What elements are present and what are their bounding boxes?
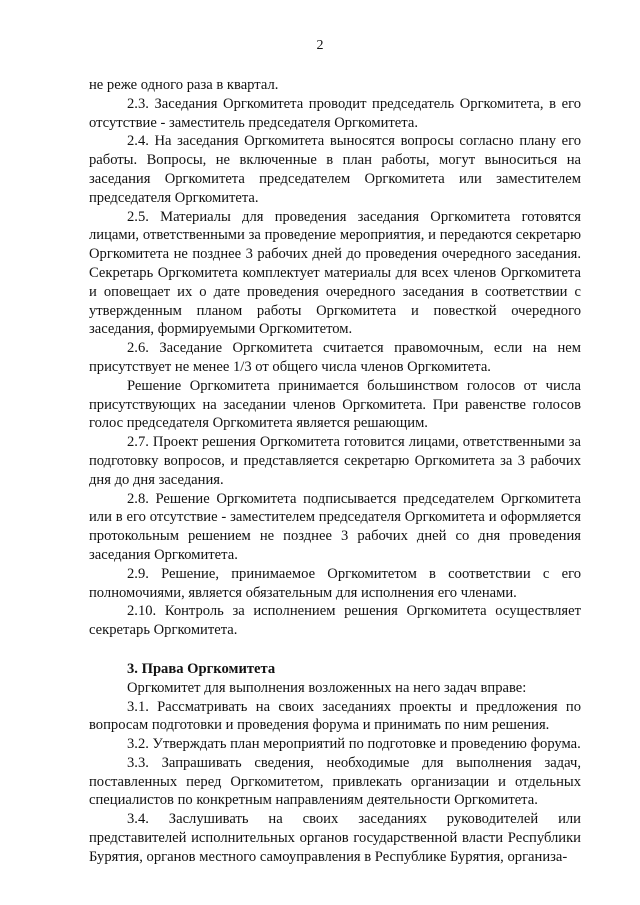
paragraph: 2.7. Проект решения Оргкомитета готовится лицами, ответственными за подготовку вопросов, и представляется секретарю Оргкомитета за 3 рабочих дня до дня заседания. (89, 434, 581, 488)
paragraph: 2.10. Контроль за исполнением решения Оргкомитета осуществляет секретарь Оргкомитета. (89, 603, 581, 639)
paragraph: не реже одного раза в квартал. (89, 77, 279, 93)
paragraph: 2.6. Заседание Оргкомитета считается правомочным, если на нем присутствует не менее 1/3 от общего числа членов Оргкомитета. (89, 340, 581, 375)
paragraph: 2.5. Материалы для проведения заседания Оргкомитета готовятся лицами, ответственными за проведение мероприятия, и передаются секретарю Оргкомитета не позднее 3 рабочих дней до проведения очередного заседания. Секретарь Оргкомитета комплектует материалы для всех членов Оргкомитета и оповещает их о дате проведения очередного заседания в соответствии с утвержденным планом работы Оргкомитета и повесткой очередного заседания, формируемыми Оргкомитетом. (89, 208, 581, 338)
section-heading: 3. Права Оргкомитета (127, 660, 276, 677)
paragraph: 3.1. Рассматривать на своих заседаниях проекты и предложения по вопросам подготовки и проведения форума и принимать по ним решения. (89, 698, 581, 734)
paragraph: 3.2. Утверждать план мероприятий по подготовке и проведению форума. (127, 736, 581, 753)
paragraph: 2.9. Решение, принимаемое Оргкомитетом в соответствии с его полномочиями, является обязательным для исполнения его членами. (89, 565, 581, 601)
paragraph: 2.8. Решение Оргкомитета подписывается председателем Оргкомитета или в его отсутствие - заместителем председателя Оргкомитета и оформляется протокольным решением не позднее 3 рабочих дней со дня проведения заседания Оргкомитета. (89, 490, 581, 563)
paragraph: 3.4. Заслушивать на своих заседаниях руководителей или представителей исполнительных органов государственной власти Республики Бурятия, органов местного самоуправления в Республике Бурятия, организа- (89, 811, 581, 865)
page-number: 2 (316, 38, 324, 53)
paragraph: Оргкомитет для выполнения возложенных на него задач вправе: (127, 679, 527, 696)
paragraph: 3.3. Запрашивать сведения, необходимые для выполнения задач, поставленных перед Оргкомитетом, привлекать организации и отдельных специалистов по конкретным направлениям деятельности Оргкомитета. (89, 754, 581, 809)
paragraph: 2.4. На заседания Оргкомитета выносятся вопросы согласно плану его работы. Вопросы, не включенные в план работы, могут выноситься на заседания Оргкомитета председателем Оргкомитета или заместителем председателя Оргкомитета. (89, 133, 581, 206)
paragraph: 2.3. Заседания Оргкомитета проводит председатель Оргкомитета, в его отсутствие - заместитель председателя Оргкомитета. (89, 95, 581, 131)
paragraph: Решение Оргкомитета принимается большинством голосов от числа присутствующих на заседании членов Оргкомитета. При равенстве голосов голос председателя Оргкомитета является решающим. (89, 377, 581, 432)
document-body (89, 76, 581, 867)
